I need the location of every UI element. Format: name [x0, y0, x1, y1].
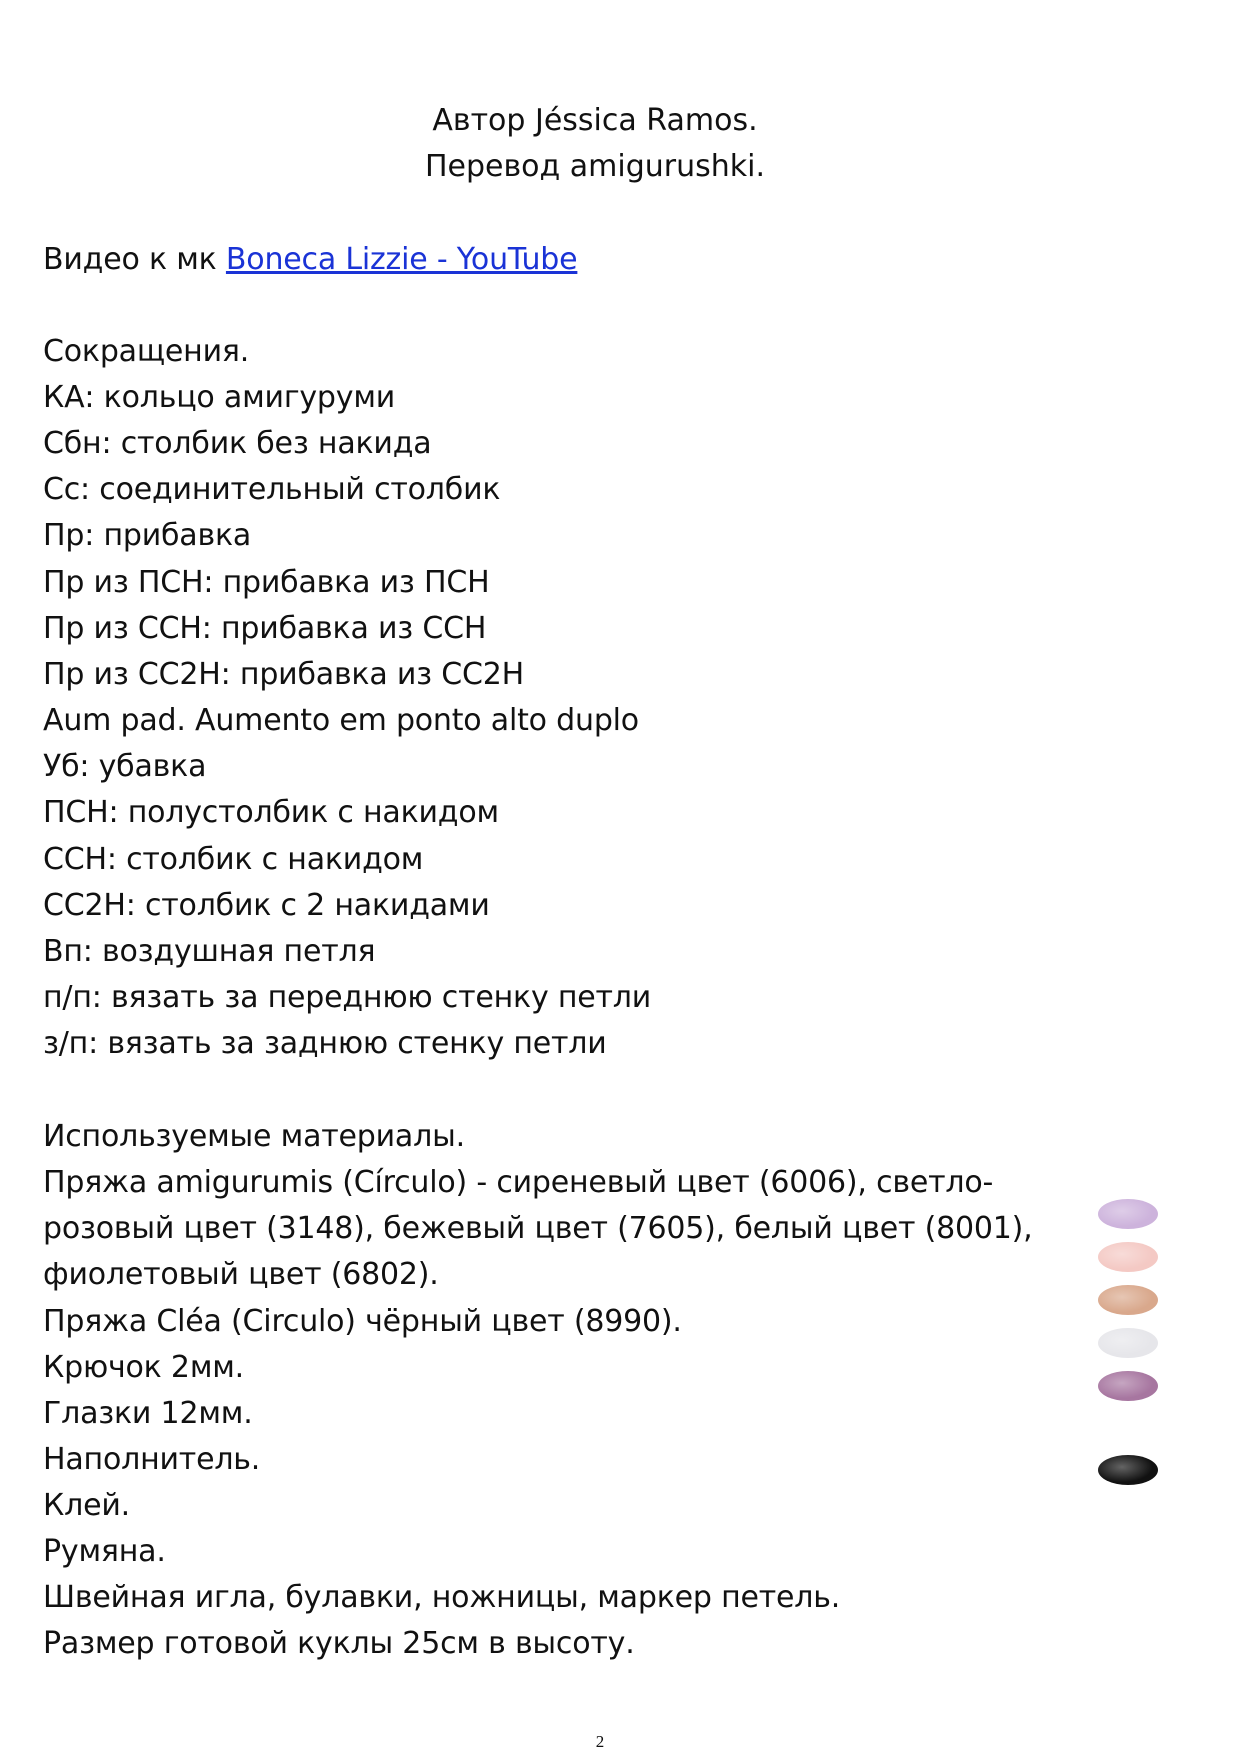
yarn-swatch-purple — [1098, 1371, 1158, 1401]
abbreviation-item: Уб: убавка — [43, 749, 207, 784]
materials-line: Наполнитель. — [43, 1442, 261, 1477]
video-line — [43, 240, 577, 280]
abbreviation-item: Сбн: столбик без накида — [43, 426, 432, 461]
abbreviation-item: Пр из ПСН: прибавка из ПСН — [43, 565, 490, 600]
abbreviation-item: з/п: вязать за заднюю стенку петли — [43, 1026, 607, 1061]
abbreviation-item: Пр из ССН: прибавка из ССН — [43, 611, 487, 646]
abbreviations-title: Сокращения. — [43, 334, 250, 369]
materials-line: Клей. — [43, 1488, 130, 1523]
yarn-swatch-beige — [1098, 1285, 1158, 1315]
yarn-swatch-light-pink — [1098, 1242, 1158, 1272]
abbreviation-item: п/п: вязать за переднюю стенку петли — [43, 980, 652, 1015]
materials-line: Румяна. — [43, 1534, 166, 1569]
materials-line: Размер готовой куклы 25см в высоту. — [43, 1626, 635, 1661]
materials-line: Швейная игла, булавки, ножницы, маркер петель. — [43, 1580, 841, 1615]
abbreviation-item: Сс: соединительный столбик — [43, 472, 501, 507]
materials-line: розовый цвет (3148), бежевый цвет (7605), белый цвет (8001), — [43, 1211, 1033, 1246]
translation-line: Перевод amigurushki. — [424, 149, 766, 184]
abbreviation-item: Пр из СС2Н: прибавка из СС2Н — [43, 657, 524, 692]
abbreviation-item: ССН: столбик с накидом — [43, 842, 424, 877]
abbreviation-item: КА: кольцо амигуруми — [43, 380, 396, 415]
abbreviation-item: ПСН: полустолбик с накидом — [43, 795, 499, 830]
video-prefix: Видео к мк — [43, 242, 226, 277]
yarn-swatch-black — [1098, 1455, 1158, 1485]
materials-line: фиолетовый цвет (6802). — [43, 1257, 439, 1292]
author-line: Автор Jéssica Ramos. — [432, 103, 758, 138]
abbreviation-item: Aum pad. Aumento em ponto alto duplo — [43, 703, 639, 738]
yarn-swatch-white — [1098, 1328, 1158, 1358]
materials-title: Используемые материалы. — [43, 1119, 465, 1154]
abbreviation-item: Вп: воздушная петля — [43, 934, 376, 969]
materials-line: Пряжа amigurumis (Círculo) - сиреневый цвет (6006), светло- — [43, 1165, 994, 1200]
youtube-link[interactable]: Boneca Lizzie - YouTube — [225, 242, 578, 277]
materials-line: Крючок 2мм. — [43, 1350, 245, 1385]
abbreviation-item: Пр: прибавка — [43, 518, 252, 553]
materials-line: Глазки 12мм. — [43, 1396, 253, 1431]
materials-line: Пряжа Cléa (Circulo) чёрный цвет (8990). — [43, 1304, 682, 1339]
page-number: 2 — [595, 1732, 605, 1751]
yarn-swatch-lilac — [1098, 1199, 1158, 1229]
abbreviation-item: СС2Н: столбик с 2 накидами — [43, 888, 490, 923]
